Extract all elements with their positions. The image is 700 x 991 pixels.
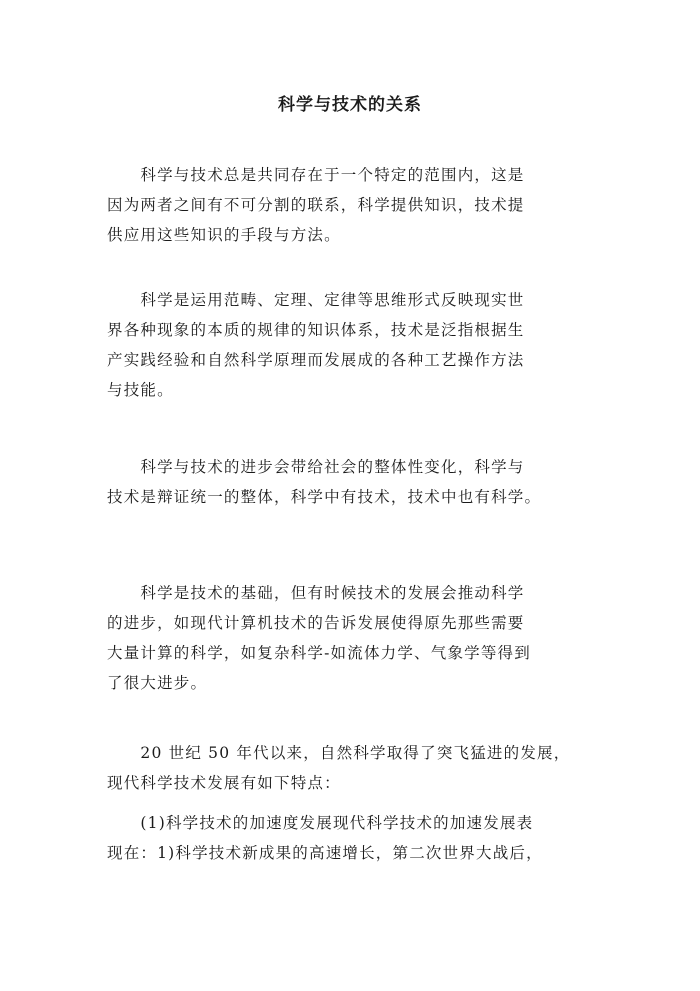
- paragraph-6: [107, 808, 597, 868]
- paragraph-line: 产实践经验和自然科学原理而发展成的各种工艺操作方法: [107, 351, 525, 369]
- paragraph-line: 现在：1)科学技术新成果的高速增长，第二次世界大战后，: [107, 844, 543, 862]
- paragraph-4: [107, 578, 597, 698]
- paragraph-2: [107, 285, 597, 405]
- paragraph-line: 20 世纪 50 年代以来，自然科学取得了突飞猛进的发展，: [107, 744, 571, 762]
- document-title: 科学与技术的关系: [278, 95, 422, 115]
- paragraph-line: 的进步，如现代计算机技术的告诉发展使得原先那些需要: [107, 614, 525, 632]
- paragraph-5: [107, 738, 597, 798]
- paragraph-3: [107, 452, 597, 512]
- paragraph-1: [107, 160, 597, 250]
- paragraph-line: 界各种现象的本质的规律的知识体系，技术是泛指根据生: [107, 321, 525, 339]
- paragraph-line: 大量计算的科学，如复杂科学-如流体力学、气象学等得到: [107, 644, 531, 662]
- paragraph-line: 现代科学技术发展有如下特点：: [107, 774, 341, 792]
- paragraph-line: 科学是运用范畴、定理、定律等思维形式反映现实世: [107, 291, 525, 309]
- paragraph-line: (1)科学技术的加速度发展现代科学技术的加速发展表: [107, 814, 534, 832]
- paragraph-line: 科学是技术的基础，但有时候技术的发展会推动科学: [107, 584, 525, 602]
- paragraph-line: 与技能。: [107, 381, 174, 399]
- paragraph-line: 供应用这些知识的手段与方法。: [107, 226, 341, 244]
- paragraph-line: 科学与技术总是共同存在于一个特定的范围内，这是: [107, 166, 525, 184]
- paragraph-line: 了很大进步。: [107, 674, 208, 692]
- paragraph-line: 技术是辩证统一的整体，科学中有技术，技术中也有科学。: [107, 488, 542, 506]
- paragraph-line: 因为两者之间有不可分割的联系，科学提供知识，技术提: [107, 196, 525, 214]
- paragraph-line: 科学与技术的进步会带给社会的整体性变化，科学与: [107, 458, 525, 476]
